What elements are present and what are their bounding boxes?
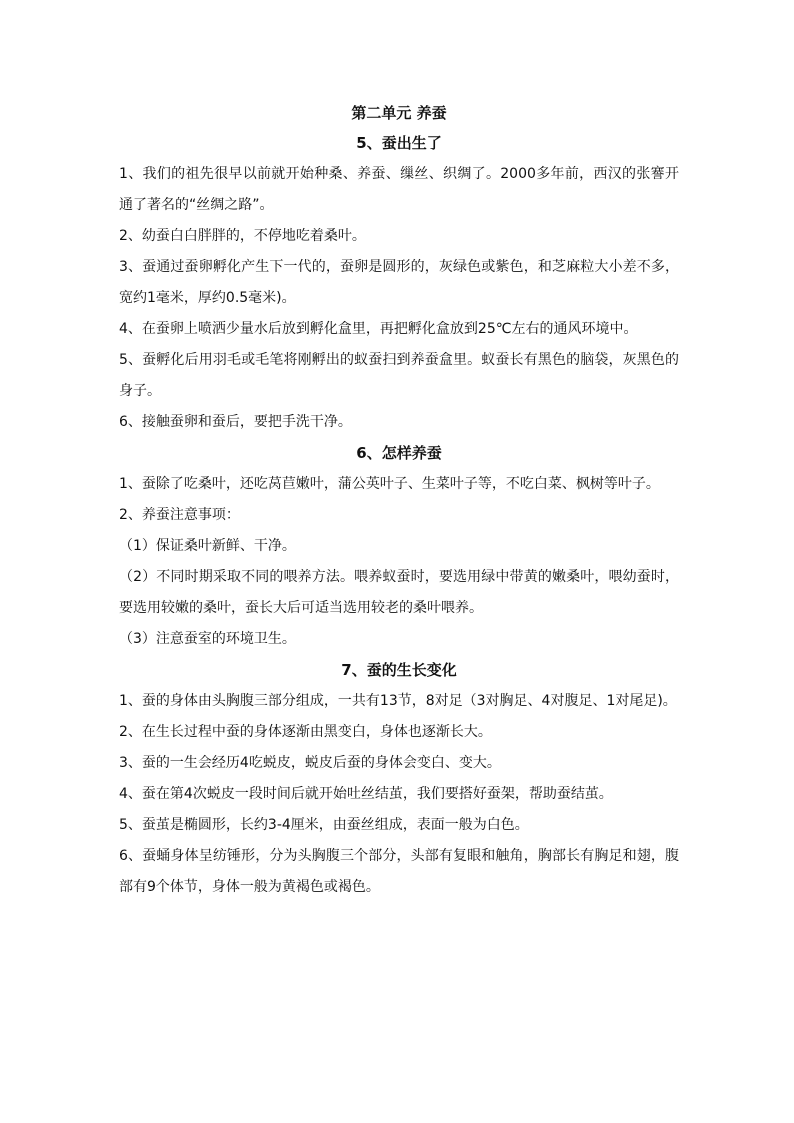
lesson-title: 7、蚕的生长变化	[341, 661, 457, 679]
lesson-title: 6、怎样养蚕	[356, 444, 442, 462]
paragraph: 1、蚕的身体由头胸腹三部分组成，一共有13节，8对足（3对胸足、4对腹足、1对尾足)。	[119, 693, 677, 709]
paragraph: 1、我们的祖先很早以前就开始种桑、养蚕、缫丝、织绸了。2000多年前，西汉的张謇开通了著名的“丝绸之路”。	[119, 166, 679, 213]
paragraph: 5、蚕孵化后用羽毛或毛笔将刚孵出的蚁蚕扫到养蚕盒里。蚁蚕长有黑色的脑袋，灰黑色的身子。	[119, 352, 679, 399]
paragraph: （3）注意蚕室的环境卫生。	[119, 631, 296, 647]
paragraph: 4、在蚕卵上喷洒少量水后放到孵化盒里，再把孵化盒放到25℃左右的通风环境中。	[119, 321, 638, 337]
paragraph: 2、在生长过程中蚕的身体逐渐由黑变白，身体也逐渐长大。	[119, 724, 492, 740]
paragraph: 3、蚕的一生会经历4吃蜕皮，蜕皮后蚕的身体会变白、变大。	[119, 755, 501, 771]
paragraph: 1、蚕除了吃桑叶，还吃莴苣嫩叶，蒲公英叶子、生菜叶子等，不吃白菜、枫树等叶子。	[119, 476, 660, 492]
paragraph: 4、蚕在第4次蜕皮一段时间后就开始吐丝结茧，我们要搭好蚕架，帮助蚕结茧。	[119, 786, 613, 802]
section-lesson-6	[119, 438, 679, 655]
paragraph: 3、蚕通过蚕卵孵化产生下一代的，蚕卵是圆形的，灰绿色或紫色，和芝麻粒大小差不多，宽约1毫米，厚约0.5毫米)。	[119, 259, 679, 306]
paragraph: 6、蚕蛹身体呈纺锤形，分为头胸腹三个部分，头部有复眼和触角，胸部长有胸足和翅，腹部有9个体节，身体一般为黄褐色或褐色。	[119, 848, 679, 895]
section-lesson-5	[119, 128, 679, 438]
unit-title: 第二单元 养蚕	[351, 104, 447, 122]
paragraph: （1）保证桑叶新鲜、干净。	[119, 538, 296, 554]
paragraph: 6、接触蚕卵和蚕后，要把手洗干净。	[119, 414, 352, 430]
paragraph: 2、养蚕注意事项：	[119, 507, 240, 523]
section-lesson-7	[119, 655, 679, 903]
lesson-title: 5、蚕出生了	[356, 134, 442, 152]
document-content	[119, 98, 679, 903]
paragraph: （2）不同时期采取不同的喂养方法。喂养蚁蚕时，要选用绿中带黄的嫩桑叶，喂幼蚕时，要选用较嫩的桑叶，蚕长大后可适当选用较老的桑叶喂养。	[119, 569, 679, 616]
paragraph: 5、蚕茧是椭圆形，长约3-4厘米，由蚕丝组成，表面一般为白色。	[119, 817, 529, 833]
paragraph: 2、幼蚕白白胖胖的，不停地吃着桑叶。	[119, 228, 366, 244]
